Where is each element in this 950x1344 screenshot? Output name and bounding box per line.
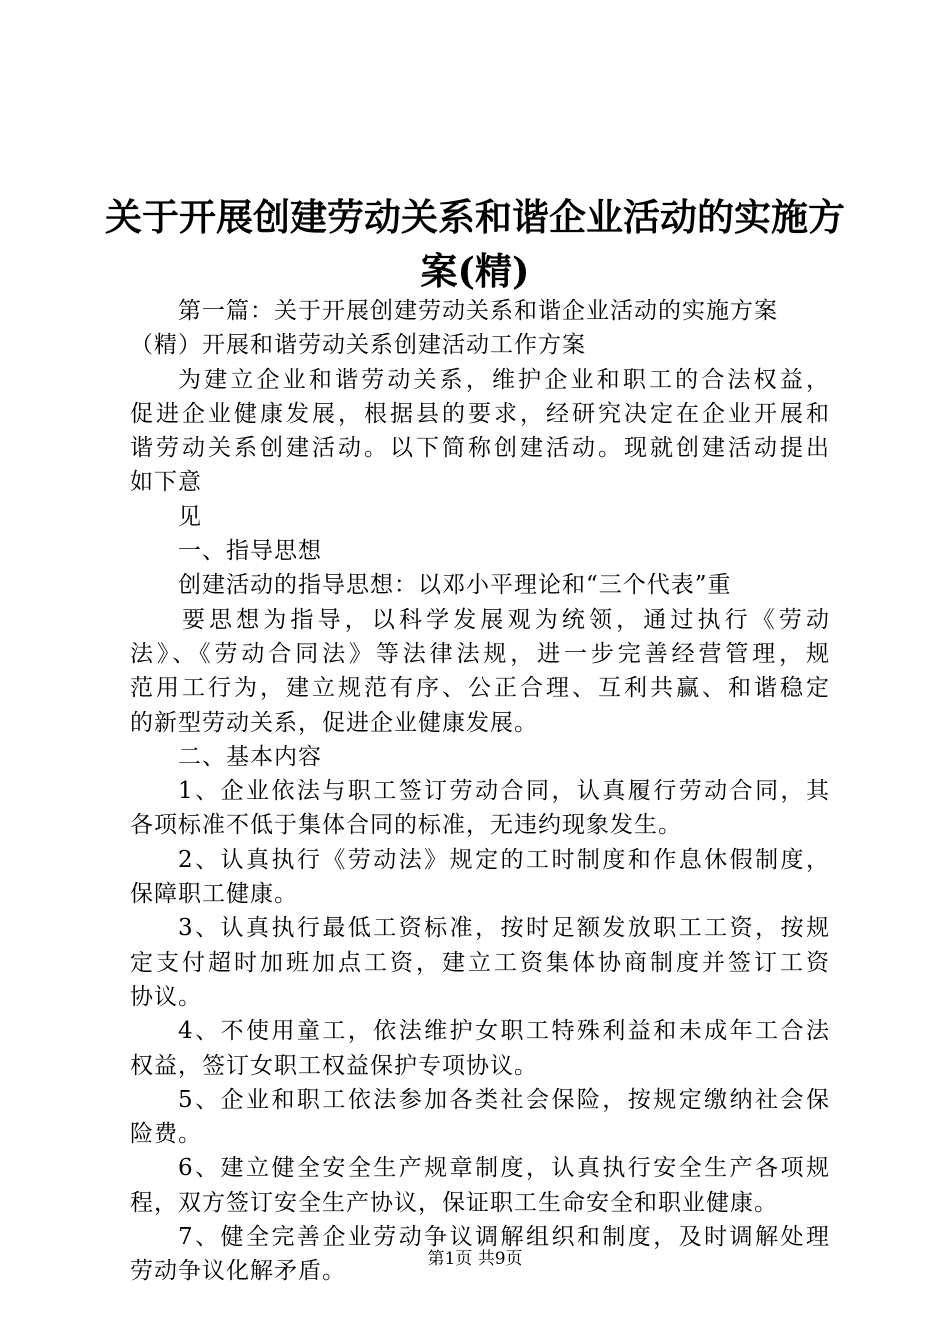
paragraph-line: 1、企业依法与职工签订劳动合同，认真履行劳动合同，其	[178, 778, 830, 805]
document-body	[130, 294, 830, 1289]
paragraph-line: 创建活动的指导思想：以邓小平理论和“三个代表”重	[178, 572, 732, 599]
paragraph-line: 权益，签订女职工权益保护专项协议。	[130, 1052, 538, 1079]
paragraph-line: 6、建立健全安全生产规章制度，认真执行安全生产各项规	[178, 1155, 830, 1182]
paragraph-line: 5、企业和职工依法参加各类社会保险，按规定缴纳社会保	[178, 1086, 830, 1113]
paragraph-line: 3、认真执行最低工资标准，按时足额发放职工工资，按规	[178, 915, 830, 942]
paragraph-line: 协议。	[130, 983, 202, 1010]
paragraph-line: 见	[178, 503, 202, 530]
paragraph-line: 7、健全完善企业劳动争议调解组织和制度，及时调解处理	[178, 1224, 830, 1251]
paragraph-line: 定支付超时加班加点工资，建立工资集体协商制度并签订工资	[130, 949, 830, 976]
page-footer: 第1页 共9页	[427, 1249, 523, 1269]
paragraph-line: 的新型劳动关系，促进企业健康发展。	[130, 709, 538, 736]
paragraph-line: 第一篇：关于开展创建劳动关系和谐企业活动的实施方案	[178, 298, 778, 324]
paragraph-line: 2、认真执行《劳动法》规定的工时制度和作息休假制度，	[178, 846, 830, 873]
document-title-line-2: 案(精)	[420, 249, 530, 293]
paragraph-line: 范用工行为，建立规范有序、公正合理、互利共赢、和谐稳定	[130, 675, 830, 702]
paragraph-line: 要思想为指导，以科学发展观为统领，通过执行《劳动	[182, 606, 830, 633]
section-heading: 一、指导思想	[178, 538, 322, 565]
paragraph-line: 促进企业健康发展，根据县的要求，经研究决定在企业开展和	[130, 400, 830, 427]
document-title-line-1: 关于开展创建劳动关系和谐企业活动的实施方	[105, 195, 845, 239]
paragraph-line: 谐劳动关系创建活动。以下简称创建活动。现就创建活动提出	[130, 435, 830, 462]
paragraph-line: 险费。	[130, 1121, 202, 1148]
paragraph-line: 保障职工健康。	[130, 881, 298, 908]
paragraph-line: 各项标准不低于集体合同的标准，无违约现象发生。	[130, 812, 682, 839]
section-heading: 二、基本内容	[178, 743, 322, 770]
paragraph-line: （精）开展和谐劳动关系创建活动工作方案	[130, 332, 586, 359]
paragraph-line: 程，双方签订安全生产协议，保证职工生命安全和职业健康。	[130, 1189, 778, 1216]
paragraph-line: 法》、《劳动合同法》等法律法规，进一步完善经营管理，规	[130, 640, 830, 667]
paragraph-line: 如下意	[130, 469, 202, 496]
paragraph-line: 劳动争议化解矛盾。	[130, 1258, 346, 1285]
paragraph-line: 为建立企业和谐劳动关系，维护企业和职工的合法权益，	[178, 366, 830, 393]
paragraph-line: 4、不使用童工，依法维护女职工特殊利益和未成年工合法	[178, 1018, 830, 1045]
